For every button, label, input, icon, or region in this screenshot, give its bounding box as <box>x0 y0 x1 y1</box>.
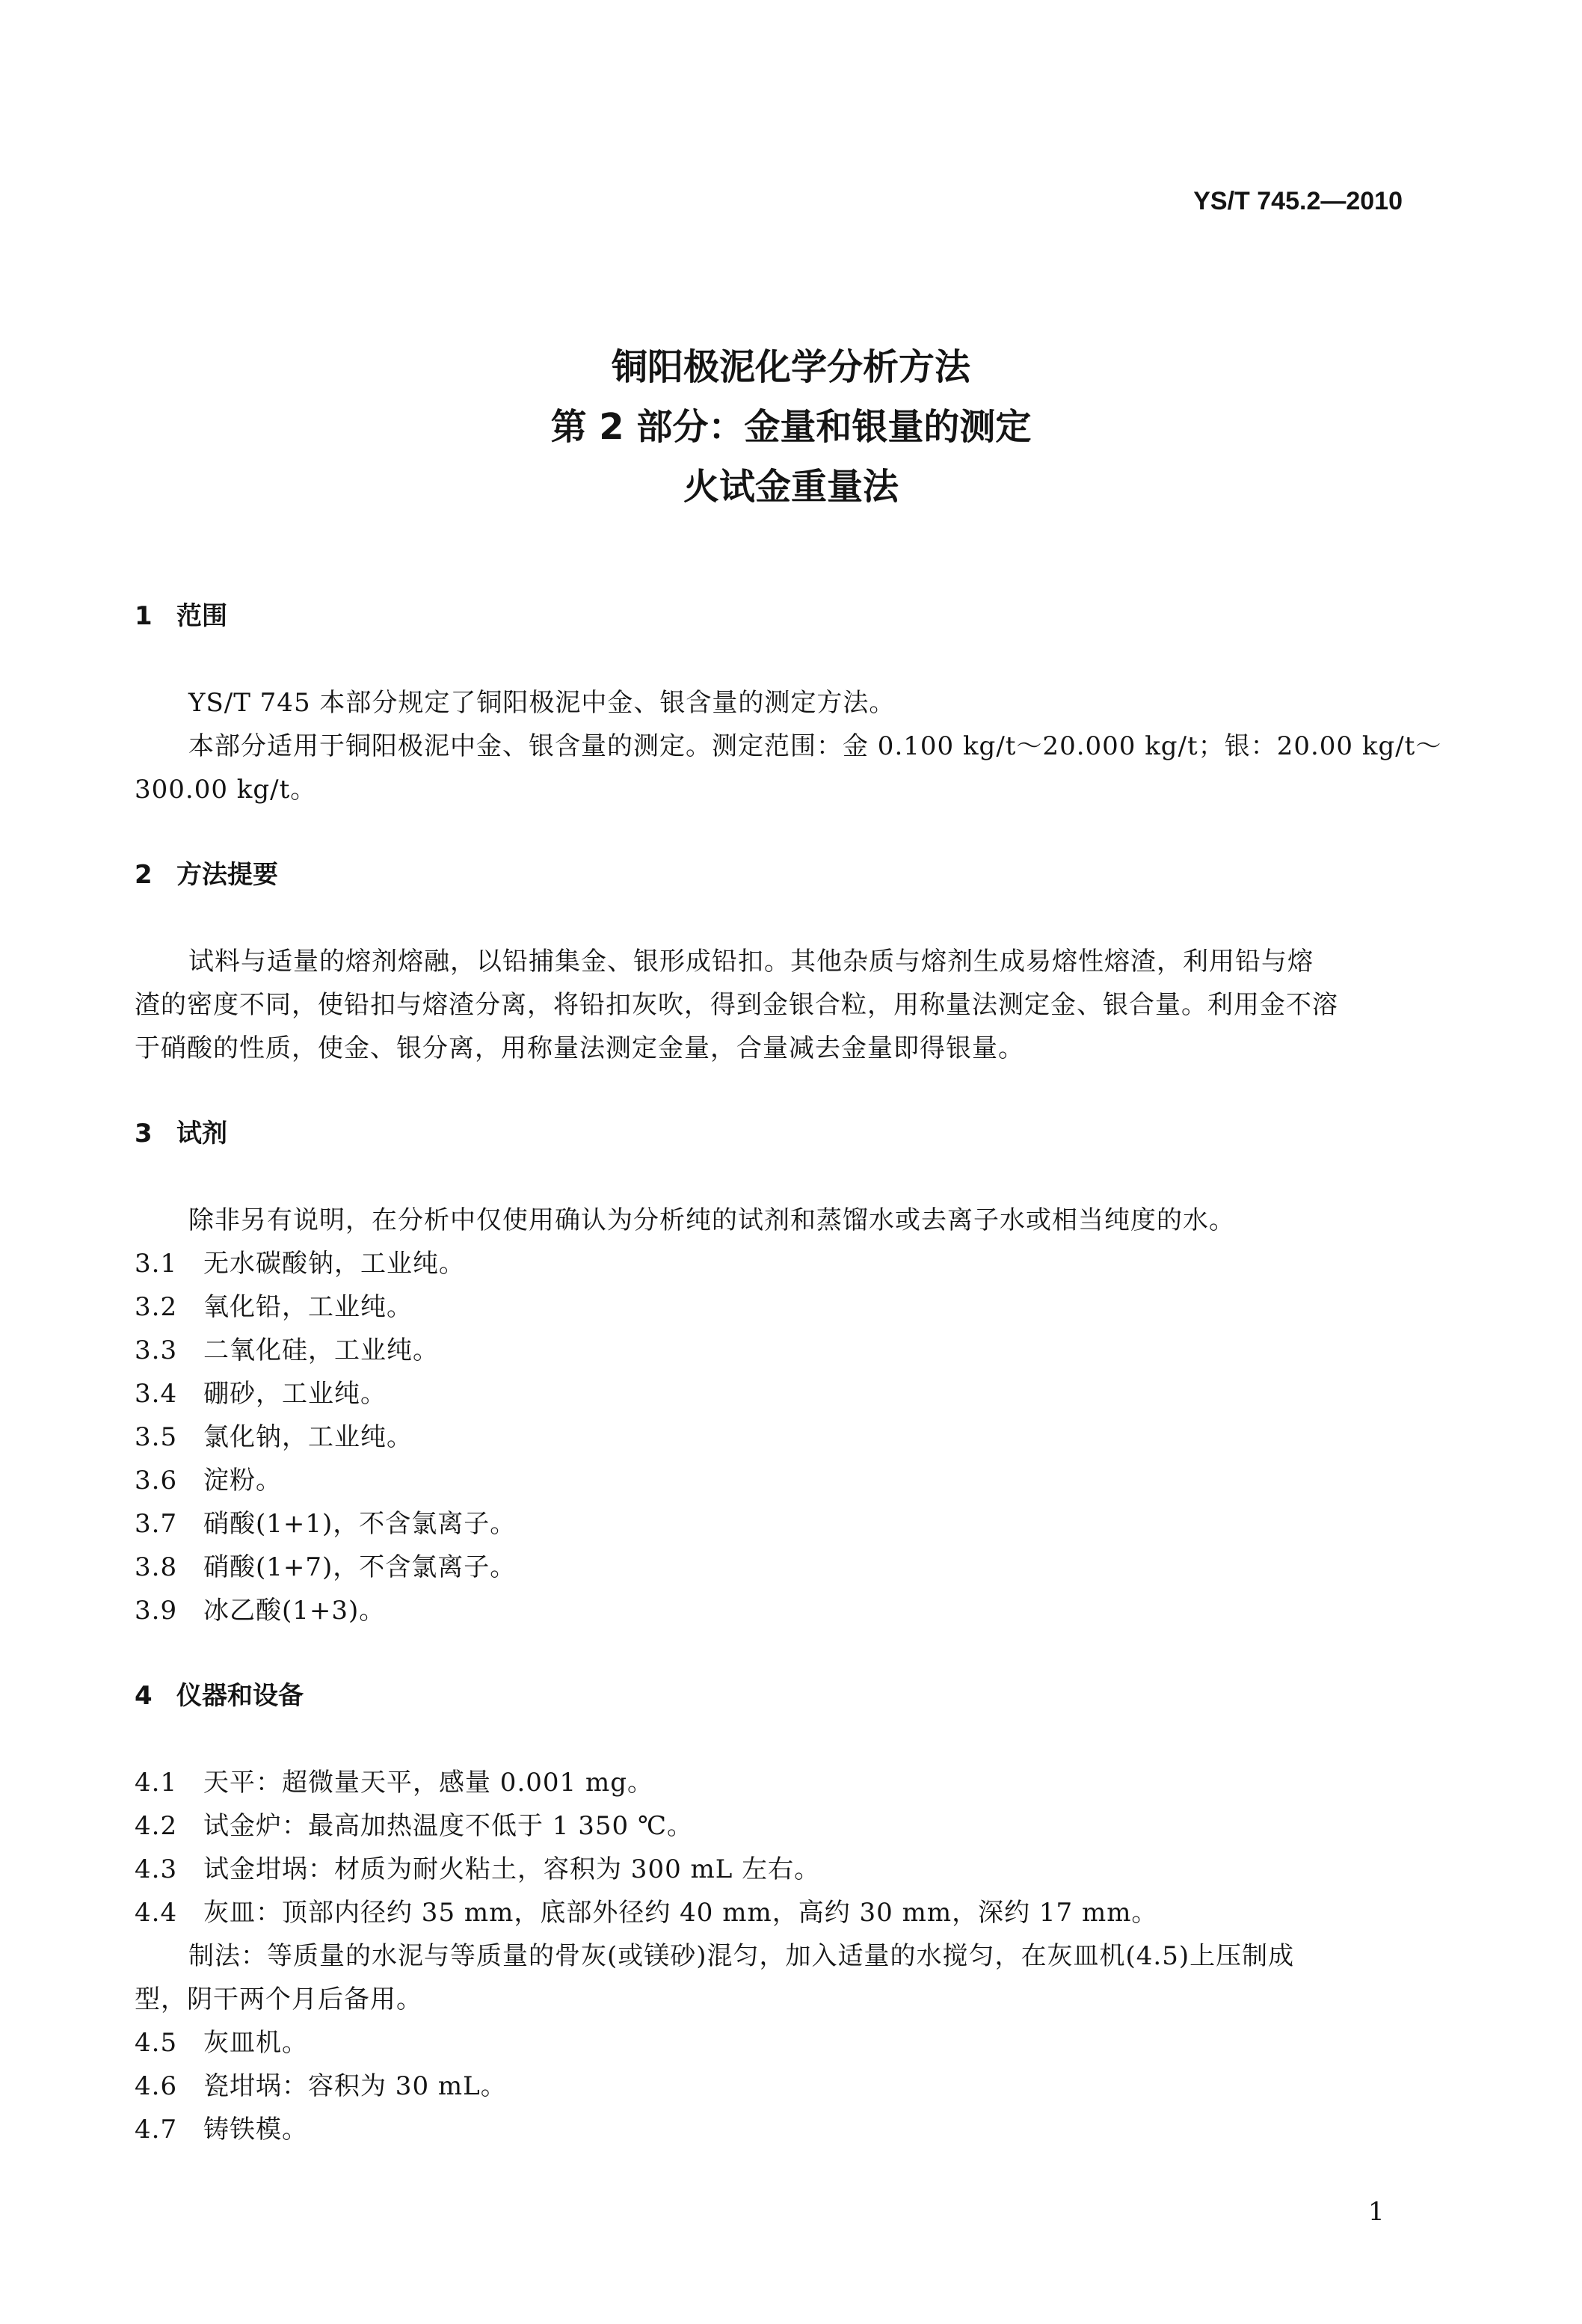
section-number: 4 <box>135 1681 153 1711</box>
list-item: 4.7 铸铁模。 <box>135 2115 308 2145</box>
standard-number: YS/T 745.2—2010 <box>1193 187 1403 215</box>
section-2-line2: 渣的密度不同，使铅扣与熔渣分离，将铅扣灰吹，得到金银合粒，用称量法测定金、银合量。利用金不溶 <box>135 990 1338 1020</box>
list-item: 3.2 氧化铅，工业纯。 <box>135 1292 413 1322</box>
list-item: 4.2 试金炉：最高加热温度不低于 1 350 ℃。 <box>135 1811 693 1841</box>
method-line1: 制法：等质量的水泥与等质量的骨灰(或镁砂)混匀，加入适量的水搅匀，在灰皿机(4.5)上压制成 <box>188 1941 1295 1971</box>
page-number: 1 <box>1368 2197 1385 2227</box>
list-item: 3.4 硼砂，工业纯。 <box>135 1379 387 1409</box>
section-4-heading <box>135 1675 304 1712</box>
list-item: 3.9 冰乙酸(1+3)。 <box>135 1596 386 1626</box>
list-item: 3.3 二氧化硅，工业纯。 <box>135 1335 439 1365</box>
list-item: 4.4 灰皿：顶部内径约 35 mm，底部外径约 40 mm，高约 30 mm，深约 17 mm。 <box>135 1898 1158 1928</box>
section-title: 仪器和设备 <box>176 1681 304 1711</box>
section-1-heading <box>135 595 227 632</box>
doc-title-line2: 第 2 部分：金量和银量的测定 <box>550 406 1032 448</box>
method-line2: 型，阴干两个月后备用。 <box>135 1985 422 2014</box>
section-2-line3: 于硝酸的性质，使金、银分离，用称量法测定金量，合量减去金量即得银量。 <box>135 1033 1024 1063</box>
section-title: 方法提要 <box>176 860 278 890</box>
list-item: 3.5 氯化钠，工业纯。 <box>135 1422 413 1452</box>
section-title: 范围 <box>176 601 227 631</box>
section-title: 试剂 <box>176 1119 227 1149</box>
list-item: 4.3 试金坩埚：材质为耐火粘土，容积为 300 mL 左右。 <box>135 1854 821 1884</box>
section-number: 3 <box>135 1119 153 1149</box>
list-item: 4.6 瓷坩埚：容积为 30 mL。 <box>135 2071 507 2101</box>
doc-title-line3: 火试金重量法 <box>683 466 899 508</box>
section-number: 1 <box>135 601 153 631</box>
list-item: 3.6 淀粉。 <box>135 1466 282 1495</box>
list-item: 4.5 灰皿机。 <box>135 2028 308 2058</box>
section-1-paragraph-1: YS/T 745 本部分规定了铜阳极泥中金、银含量的测定方法。 <box>188 688 896 718</box>
section-3-heading <box>135 1113 227 1149</box>
list-item: 4.1 天平：超微量天平，感量 0.001 mg。 <box>135 1768 653 1798</box>
doc-title-line1: 铜阳极泥化学分析方法 <box>611 346 970 388</box>
section-3-intro: 除非另有说明，在分析中仅使用确认为分析纯的试剂和蒸馏水或去离子水或相当纯度的水。 <box>188 1205 1235 1235</box>
section-number: 2 <box>135 860 153 890</box>
section-2-heading <box>135 854 278 891</box>
list-item: 3.8 硝酸(1+7)，不含氯离子。 <box>135 1552 517 1582</box>
section-1-paragraph-2-line2: 300.00 kg/t。 <box>135 775 317 805</box>
list-item: 3.1 无水碳酸钠，工业纯。 <box>135 1249 465 1279</box>
section-2-line1: 试料与适量的熔剂熔融，以铅捕集金、银形成铅扣。其他杂质与熔剂生成易熔性熔渣，利用铅与熔 <box>188 947 1314 977</box>
section-1-paragraph-2-line1: 本部分适用于铜阳极泥中金、银含量的测定。测定范围：金 0.100 kg/t～20.000 kg/t；银：20.00 kg/t～ <box>188 731 1442 761</box>
list-item: 3.7 硝酸(1+1)，不含氯离子。 <box>135 1509 517 1539</box>
